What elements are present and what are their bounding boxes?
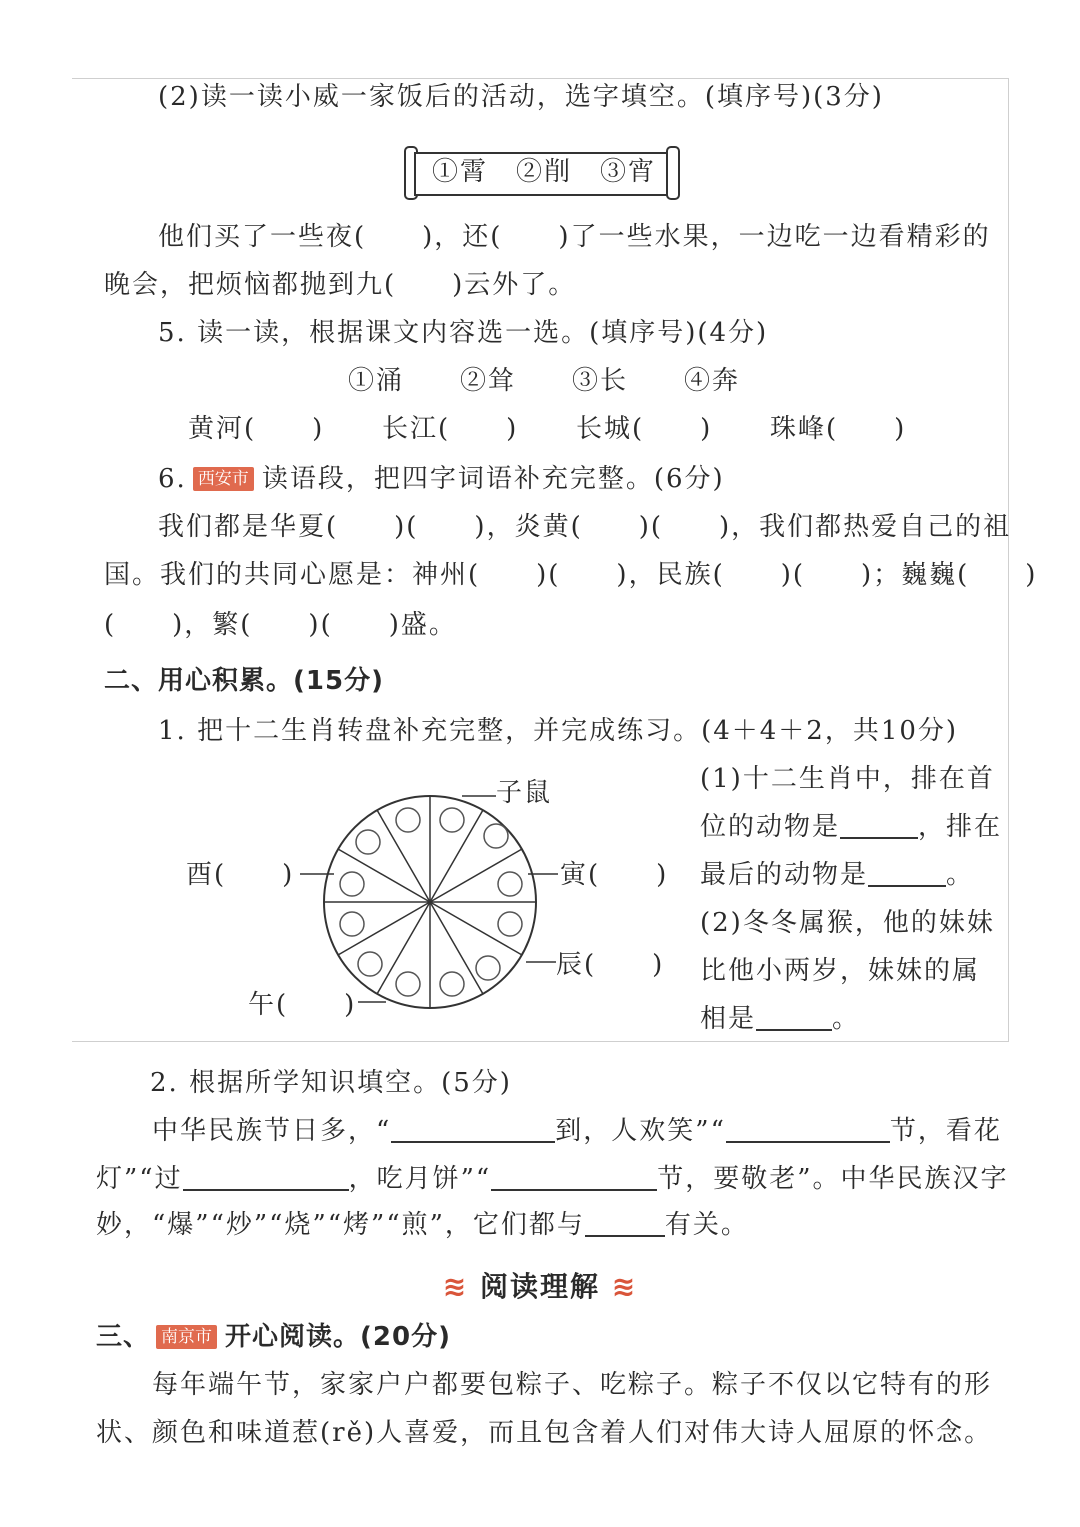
banner-text: 阅读理解 bbox=[479, 1270, 600, 1303]
q2-2-line2: 晚会，把烦恼都抛到九( )云外了。 bbox=[104, 270, 577, 300]
label-wu: 午( ) bbox=[248, 990, 357, 1020]
label-yin: 寅( ) bbox=[560, 860, 669, 890]
sub1-line1: (1)十二生肖中，排在首 bbox=[700, 764, 995, 794]
q5-title: 5. 读一读，根据课文内容选一选。(填序号)(4分) bbox=[158, 318, 769, 348]
answer-blank-radical[interactable] bbox=[585, 1211, 665, 1237]
q6-title-row bbox=[158, 462, 725, 496]
reading-section-banner bbox=[0, 1268, 1080, 1306]
options-scroll bbox=[404, 144, 680, 200]
answer-blank-festival-2[interactable] bbox=[726, 1117, 890, 1143]
q2-line2-a: 灯”“过 bbox=[96, 1164, 183, 1194]
answer-blank-sister-zodiac[interactable] bbox=[756, 1005, 832, 1031]
q2-line2-b: ，吃月饼”“ bbox=[348, 1164, 492, 1194]
q2-line2-c: 节，要敬老”。中华民族汉字 bbox=[657, 1164, 1009, 1194]
q5-item-changjiang: 长江( ) bbox=[382, 414, 519, 444]
sub1-line3 bbox=[700, 858, 974, 892]
q2-line1-a: 中华民族节日多，“ bbox=[152, 1116, 392, 1146]
section3-title: 开心阅读。(20分) bbox=[225, 1322, 451, 1352]
label-zi: 子鼠 bbox=[496, 778, 553, 808]
scroll-options: ①霄 ②削 ③宵 bbox=[431, 157, 656, 187]
q5-item-zhufeng: 珠峰( ) bbox=[770, 414, 907, 444]
section2-q1-title: 1. 把十二生肖转盘补充完整，并完成练习。(4＋4＋2，共10分) bbox=[158, 716, 959, 746]
sub1-line3-tail: 。 bbox=[946, 860, 975, 890]
q2-line3-a: 妙，“爆”“炒”“烧”“烤”“煎”，它们都与 bbox=[96, 1210, 585, 1240]
answer-blank-first-animal[interactable] bbox=[840, 813, 918, 839]
q5-options: ①涌 ②耸 ③长 ④奔 bbox=[348, 366, 741, 396]
section3-region-tag: 南京市 bbox=[156, 1325, 217, 1349]
q6-title: 读语段，把四字词语补充完整。(6分) bbox=[261, 464, 725, 494]
wave-right-icon: ≋ bbox=[611, 1270, 638, 1303]
sub2-line3-tail: 。 bbox=[832, 1004, 861, 1034]
sub1-line2-tail: ，排在 bbox=[918, 812, 1003, 842]
q2-line3-b: 有关。 bbox=[664, 1210, 749, 1240]
q2-line3 bbox=[96, 1208, 749, 1242]
q2-line1-c: 节，看花 bbox=[889, 1116, 1002, 1146]
q2-2-line1: 他们买了一些夜( )，还( )了一些水果，一边吃一边看精彩的 bbox=[158, 222, 991, 252]
q2-line2 bbox=[96, 1162, 1008, 1196]
sub1-line2-text: 位的动物是 bbox=[700, 812, 841, 842]
sub2-line3 bbox=[700, 1002, 860, 1036]
answer-blank-festival-3[interactable] bbox=[183, 1165, 349, 1191]
wave-left-icon: ≋ bbox=[442, 1270, 469, 1303]
q6-line2: 国。我们的共同心愿是：神州( )( )，民族( )( )；巍巍( ) bbox=[104, 560, 1038, 590]
section3-line2: 状、颜色和味道惹(rě)人喜爱，而且包含着人们对伟大诗人屈原的怀念。 bbox=[96, 1418, 993, 1448]
section3-prefix: 三、 bbox=[96, 1322, 151, 1352]
label-you: 酉( ) bbox=[186, 860, 295, 890]
answer-blank-festival-4[interactable] bbox=[491, 1165, 657, 1191]
section3-title-row bbox=[96, 1320, 451, 1354]
label-chen: 辰( ) bbox=[556, 950, 665, 980]
q6-line1: 我们都是华夏( )( )，炎黄( )( )，我们都热爱自己的祖 bbox=[158, 512, 1012, 542]
sub2-line3-text: 相是 bbox=[700, 1004, 757, 1034]
section2-title: 二、用心积累。(15分) bbox=[104, 666, 384, 696]
sub1-line2 bbox=[700, 810, 1002, 844]
q5-item-huanghe: 黄河( ) bbox=[188, 414, 325, 444]
sub2-line2: 比他小两岁，妹妹的属 bbox=[700, 956, 981, 986]
answer-blank-festival-1[interactable] bbox=[391, 1117, 555, 1143]
q5-item-changcheng: 长城( ) bbox=[576, 414, 713, 444]
q2-line1 bbox=[152, 1114, 1002, 1148]
q6-region-tag: 西安市 bbox=[193, 467, 254, 491]
answer-blank-last-animal[interactable] bbox=[868, 861, 946, 887]
sub2-line1: (2)冬冬属猴，他的妹妹 bbox=[700, 908, 995, 938]
q6-line3: ( )，繁( )( )盛。 bbox=[104, 610, 457, 640]
q2-2-title: (2)读一读小威一家饭后的活动，选字填空。(填序号)(3分) bbox=[158, 82, 884, 112]
section3-line1: 每年端午节，家家户户都要包粽子、吃粽子。粽子不仅以它特有的形 bbox=[152, 1370, 993, 1400]
q2-line1-b: 到，人欢笑”“ bbox=[555, 1116, 726, 1146]
q2-title: 2. 根据所学知识填空。(5分) bbox=[150, 1068, 512, 1098]
sub1-line3-text: 最后的动物是 bbox=[700, 860, 869, 890]
q6-number: 6. bbox=[158, 464, 187, 494]
